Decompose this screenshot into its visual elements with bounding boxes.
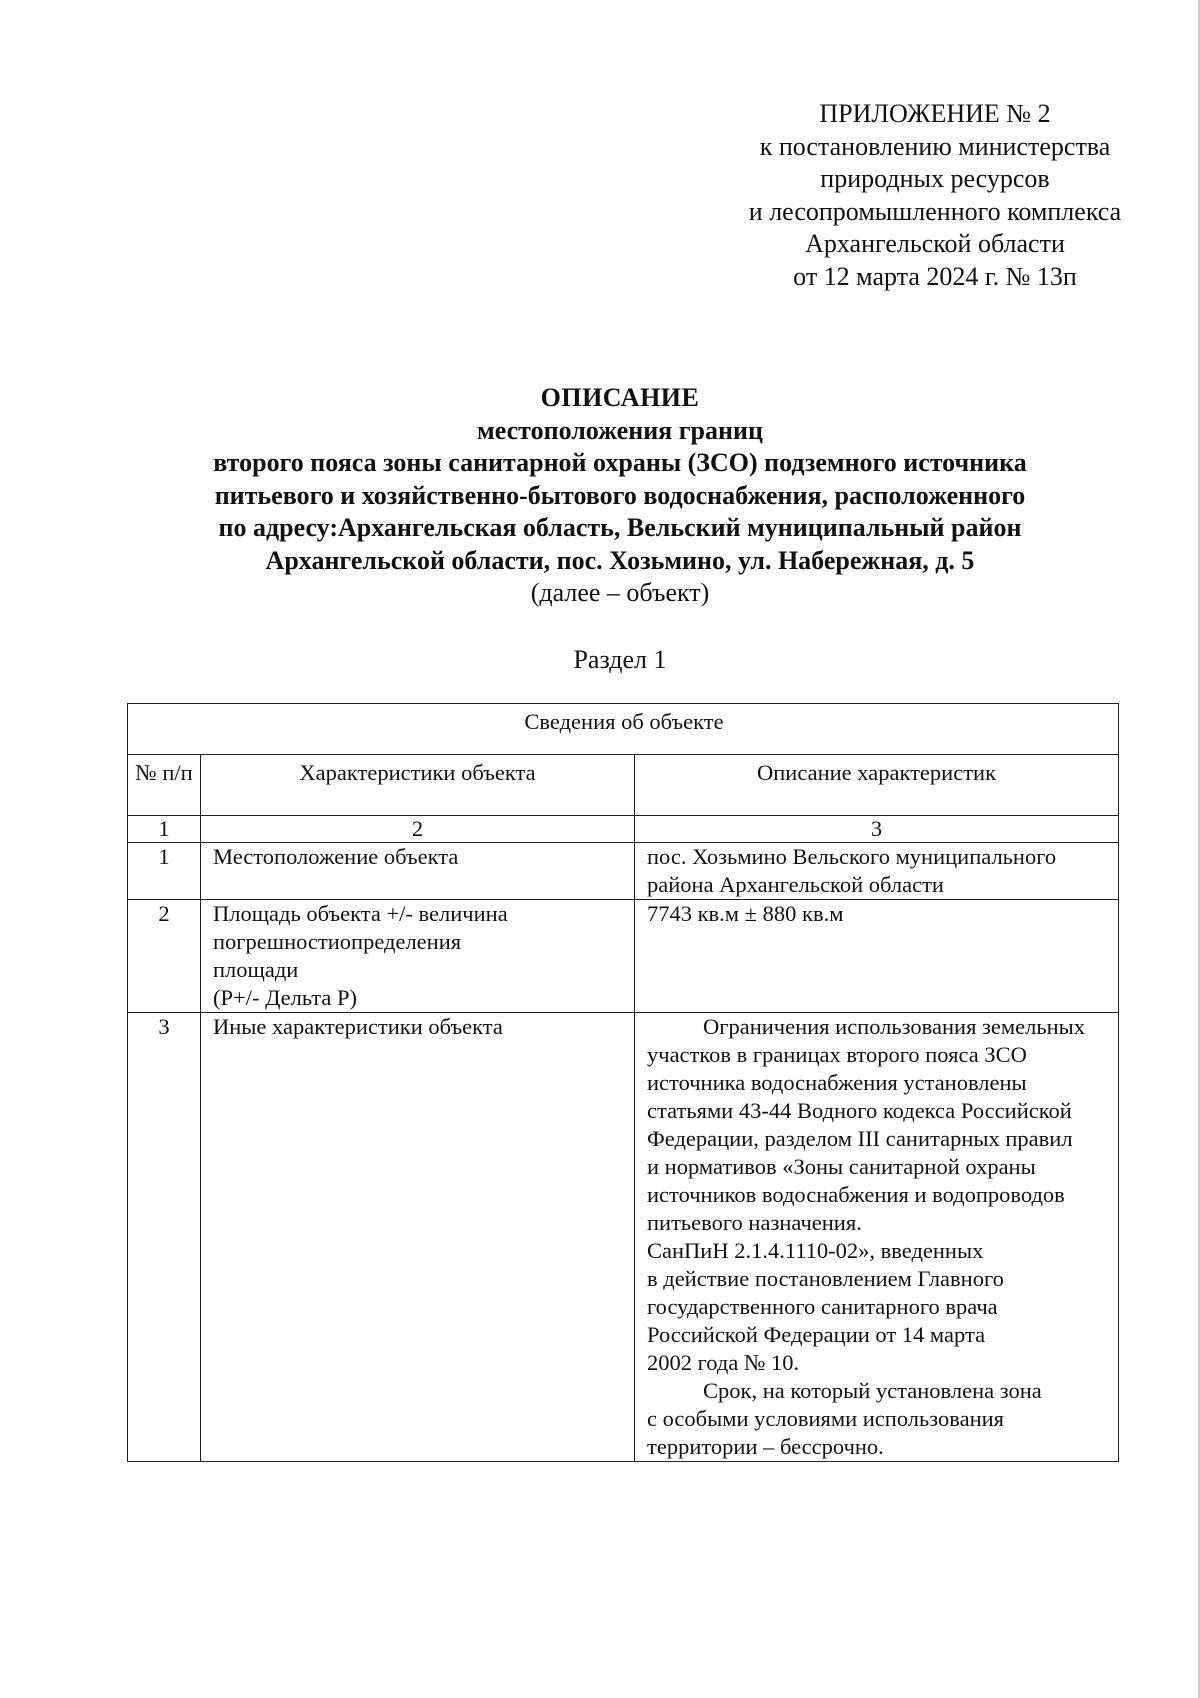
description-line: 2002 года № 10. <box>647 1350 800 1375</box>
row-characteristic: Местоположение объекта <box>201 843 635 900</box>
heading-line: местоположения границ <box>477 415 763 445</box>
table-row <box>128 843 1119 900</box>
table-row <box>128 1013 1119 1462</box>
table-header-row <box>128 755 1119 816</box>
description-line: государственного санитарного врача <box>647 1294 998 1319</box>
table-row <box>128 900 1119 1013</box>
heading-line: Архангельской области, пос. Хозьмино, ул. Набережная, д. 5 <box>265 545 975 575</box>
row-characteristic: Иные характеристики объекта <box>201 1013 635 1462</box>
row-description: пос. Хозьмино Вельского муниципального района Архангельской области <box>635 843 1119 900</box>
column-number-row <box>128 816 1119 843</box>
row-description <box>635 1013 1119 1462</box>
appendix-line: от 12 марта 2024 г. № 13п <box>793 261 1077 291</box>
description-line: территории – бессрочно. <box>647 1434 884 1459</box>
description-line: Ограничения использования земельных <box>703 1014 1086 1039</box>
document-heading <box>100 382 1140 610</box>
document-title: ОПИСАНИЕ <box>540 383 700 412</box>
table-caption: Сведения об объекте <box>128 704 1119 755</box>
row-num: 1 <box>128 843 201 900</box>
description-line: Срок, на который установлена зона <box>703 1378 1042 1403</box>
row-num: 3 <box>128 1013 201 1462</box>
description-line: статьями 43-44 Водного кодекса Российской <box>647 1098 1072 1123</box>
column-number: 1 <box>128 816 201 843</box>
description-line: в действие постановлением Главного <box>647 1266 1004 1291</box>
table-caption-row <box>128 704 1119 755</box>
heading-line: питьевого и хозяйственно-бытового водоснабжения, расположенного <box>214 480 1026 510</box>
description-line: источников водоснабжения и водопроводов <box>647 1182 1065 1207</box>
appendix-line: Архангельской области <box>805 229 1065 258</box>
header-num: № п/п <box>128 755 201 816</box>
header-description: Описание характеристик <box>635 755 1119 816</box>
description-line: Федерации, разделом III санитарных правил <box>647 1126 1073 1151</box>
description-line: и нормативов «Зоны санитарной охраны <box>647 1154 1036 1179</box>
description-line: источника водоснабжения установлены <box>647 1070 1027 1095</box>
row-num: 2 <box>128 900 201 1013</box>
appendix-line: и лесопромышленного комплекса <box>748 196 1122 226</box>
heading-line: второго пояса зоны санитарной охраны (ЗСО) подземного источника <box>213 448 1027 477</box>
column-number: 3 <box>635 816 1119 843</box>
appendix-line: природных ресурсов <box>820 164 1050 193</box>
header-characteristic: Характеристики объекта <box>201 755 635 816</box>
description-line: СанПиН 2.1.4.1110-02», введенных <box>647 1238 984 1263</box>
characteristic-line: площади <box>213 957 299 982</box>
description-line: питьевого назначения. <box>647 1210 862 1235</box>
appendix-line: ПРИЛОЖЕНИЕ № 2 <box>819 99 1051 128</box>
characteristic-line: (Р+/- Дельта Р) <box>213 985 358 1010</box>
column-number: 2 <box>201 816 635 843</box>
appendix-line: к постановлению министерства <box>759 131 1111 161</box>
description-line: Российской Федерации от 14 марта <box>647 1322 986 1347</box>
row-description: 7743 кв.м ± 880 кв.м <box>635 900 1119 1013</box>
description-line: участков в границах второго пояса ЗСО <box>647 1042 1027 1067</box>
row-characteristic <box>201 900 635 1013</box>
heading-line: по адресу:Архангельская область, Вельский муниципальный район <box>218 513 1022 542</box>
heading-note: (далее – объект) <box>530 578 710 607</box>
description-line: с особыми условиями использования <box>647 1406 1005 1431</box>
appendix-block <box>715 98 1155 293</box>
section-title: Раздел 1 <box>573 645 667 674</box>
characteristic-line: Площадь объекта +/- величина <box>213 901 508 926</box>
object-info-table <box>127 703 1119 1462</box>
characteristic-line: погрешностиопределения <box>213 929 462 954</box>
